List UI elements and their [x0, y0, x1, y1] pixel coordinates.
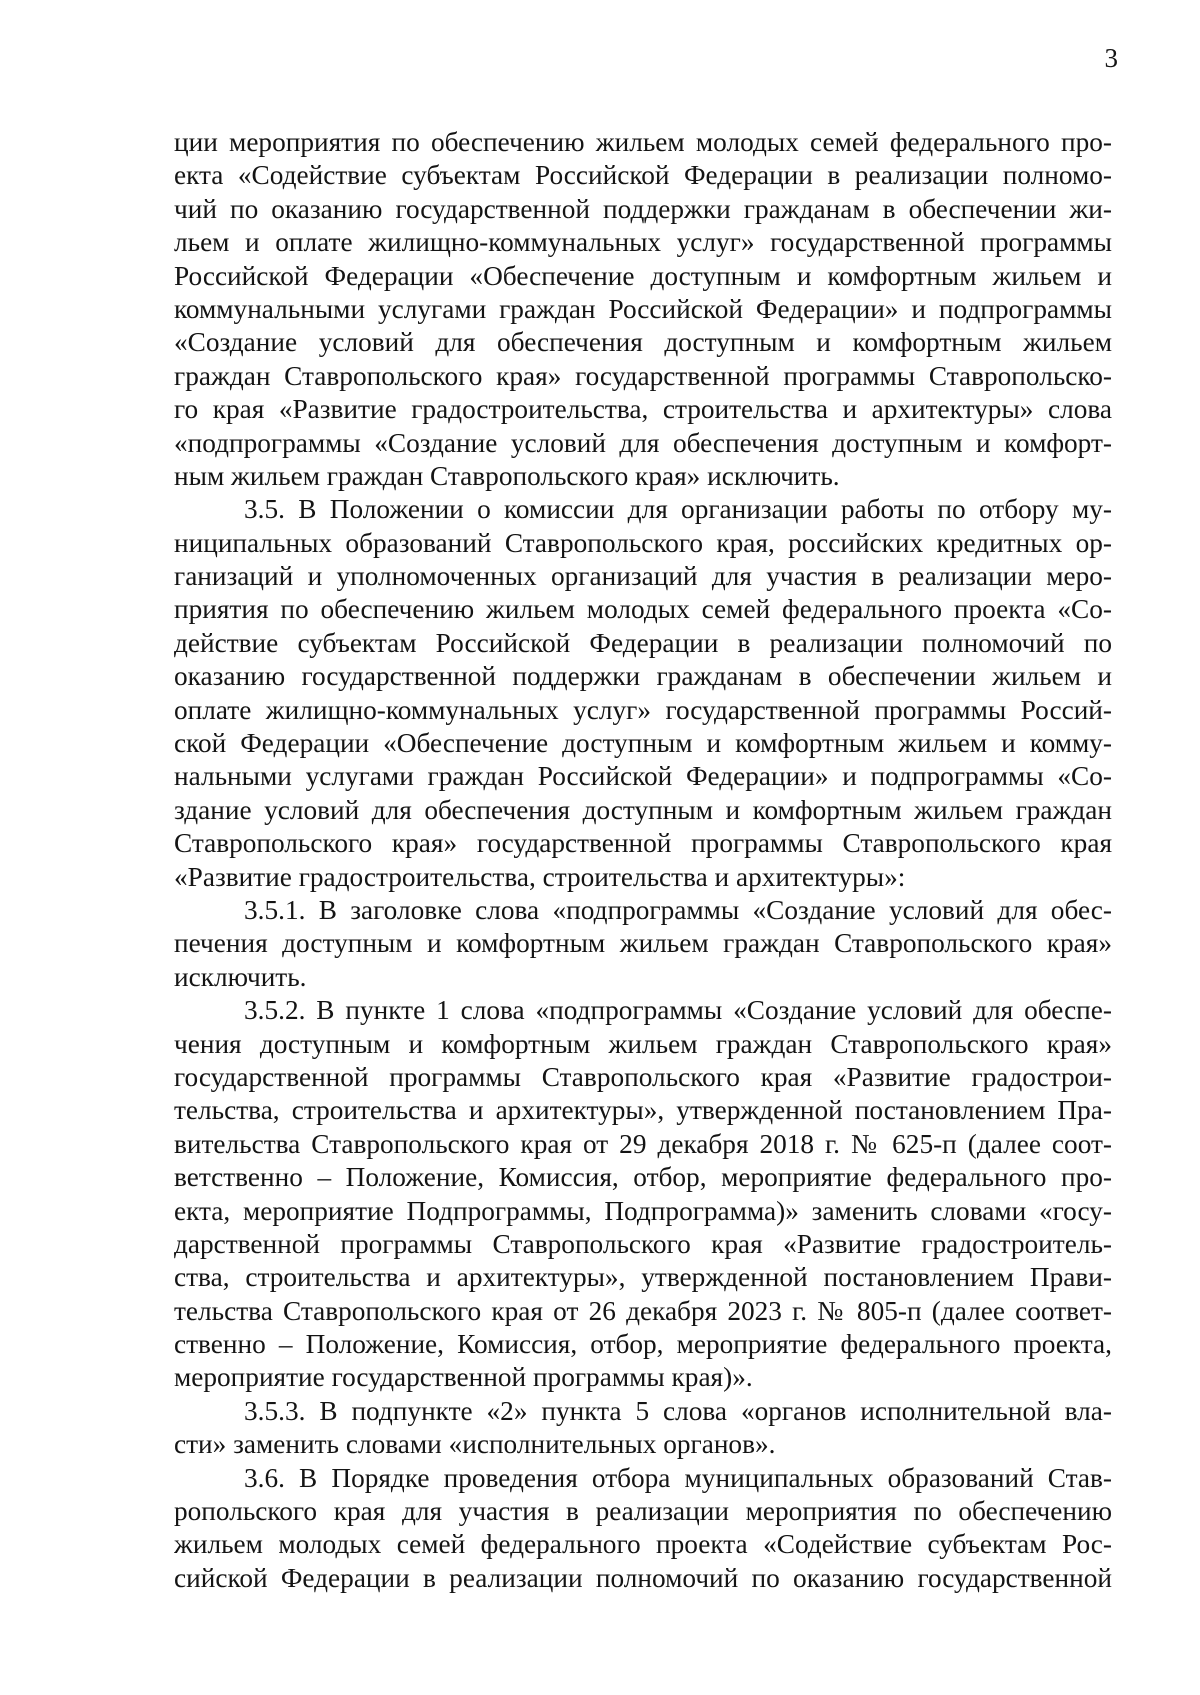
text-line: ниципальных образований Ставропольского края, российских кредитных ор- [174, 527, 1112, 558]
text-line: чения доступным и комфортным жильем граждан Ставропольского края» [174, 1028, 1112, 1059]
text-line: сийской Федерации в реализации полномочий по оказанию государственной [174, 1562, 1112, 1593]
text-line: сти» заменить словами «исполнительных органов». [174, 1429, 776, 1460]
text-line: жильем молодых семей федерального проекта «Содействие субъектам Рос- [174, 1529, 1112, 1560]
text-line: 3.5.1. В заголовке слова «подпрограммы «Создание условий для обес- [244, 894, 1112, 925]
text-line: здание условий для обеспечения доступным и комфортным жильем граждан [174, 794, 1112, 825]
text-line: ганизаций и уполномоченных организаций для участия в реализации меро- [174, 561, 1112, 592]
text-line: коммунальными услугами граждан Российской Федерации» и подпрограммы [174, 293, 1112, 324]
text-line: ции мероприятия по обеспечению жильем молодых семей федерального про- [174, 127, 1112, 157]
text-line: ской Федерации «Обеспечение доступным и комфортным жильем и комму- [174, 728, 1112, 759]
text-line: государственной программы Ставропольского края «Развитие градострои- [174, 1061, 1112, 1092]
text-line: тельства Ставропольского края от 26 декабря 2023 г. № 805-п (далее соответ- [174, 1295, 1112, 1326]
text-line: нальными услугами граждан Российской Федерации» и подпрограммы «Со- [174, 761, 1112, 792]
text-line: оплате жилищно-коммунальных услуг» государственной программы Россий- [174, 694, 1112, 725]
text-line: екта «Содействие субъектам Российской Федерации в реализации полномо- [174, 160, 1112, 191]
text-line: приятия по обеспечению жильем молодых семей федерального проекта «Со- [174, 594, 1112, 625]
body-text [174, 126, 1112, 1595]
text-line: Ставропольского края» государственной программы Ставропольского края [174, 828, 1112, 859]
text-line: 3.5.3. В подпункте «2» пункта 5 слова «органов исполнительной вла- [244, 1395, 1112, 1426]
text-line: ветственно – Положение, Комиссия, отбор, мероприятие федерального про- [174, 1162, 1112, 1193]
text-line: действие субъектам Российской Федерации в реализации полномочий по [174, 627, 1112, 658]
text-line: печения доступным и комфортным жильем граждан Ставропольского края» [174, 928, 1112, 959]
text-line: 3.6. В Порядке проведения отбора муниципальных образований Став- [244, 1462, 1112, 1493]
text-line: «подпрограммы «Создание условий для обеспечения доступным и комфорт- [174, 427, 1112, 458]
text-line: «Создание условий для обеспечения доступным и комфортным жильем [174, 327, 1112, 358]
text-line: ным жильем граждан Ставропольского края» исключить. [174, 460, 840, 491]
text-line: исключить. [174, 961, 307, 992]
text-line: екта, мероприятие Подпрограммы, Подпрограмма)» заменить словами «госу- [174, 1195, 1112, 1226]
text-line: граждан Ставропольского края» государственной программы Ставропольско- [174, 360, 1112, 391]
text-line: ства, строительства и архитектуры», утвержденной постановлением Прави- [174, 1262, 1112, 1293]
text-line: Российской Федерации «Обеспечение доступным и комфортным жильем и [174, 260, 1112, 291]
text-line: ропольского края для участия в реализации мероприятия по обеспечению [174, 1496, 1112, 1527]
text-line: го края «Развитие градостроительства, строительства и архитектуры» слова [174, 394, 1112, 425]
text-line: дарственной программы Ставропольского края «Развитие градостроитель- [174, 1228, 1112, 1259]
text-line: «Развитие градостроительства, строительства и архитектуры»: [174, 861, 906, 892]
text-line: 3.5. В Положении о комиссии для организации работы по отбору му- [244, 494, 1112, 525]
text-line: вительства Ставропольского края от 29 декабря 2018 г. № 625-п (далее соот- [174, 1128, 1112, 1159]
page-number: 3 [1104, 43, 1118, 73]
text-line: мероприятие государственной программы края)». [174, 1362, 753, 1393]
text-line: оказанию государственной поддержки гражданам в обеспечении жильем и [174, 661, 1112, 692]
text-line: ственно – Положение, Комиссия, отбор, мероприятие федерального проекта, [174, 1329, 1112, 1360]
text-line: чий по оказанию государственной поддержки гражданам в обеспечении жи- [174, 193, 1112, 224]
text-line: льем и оплате жилищно-коммунальных услуг» государственной программы [174, 227, 1112, 258]
text-line: тельства, строительства и архитектуры», утвержденной постановлением Пра- [174, 1095, 1112, 1126]
text-line: 3.5.2. В пункте 1 слова «подпрограммы «Создание условий для обеспе- [244, 995, 1112, 1026]
